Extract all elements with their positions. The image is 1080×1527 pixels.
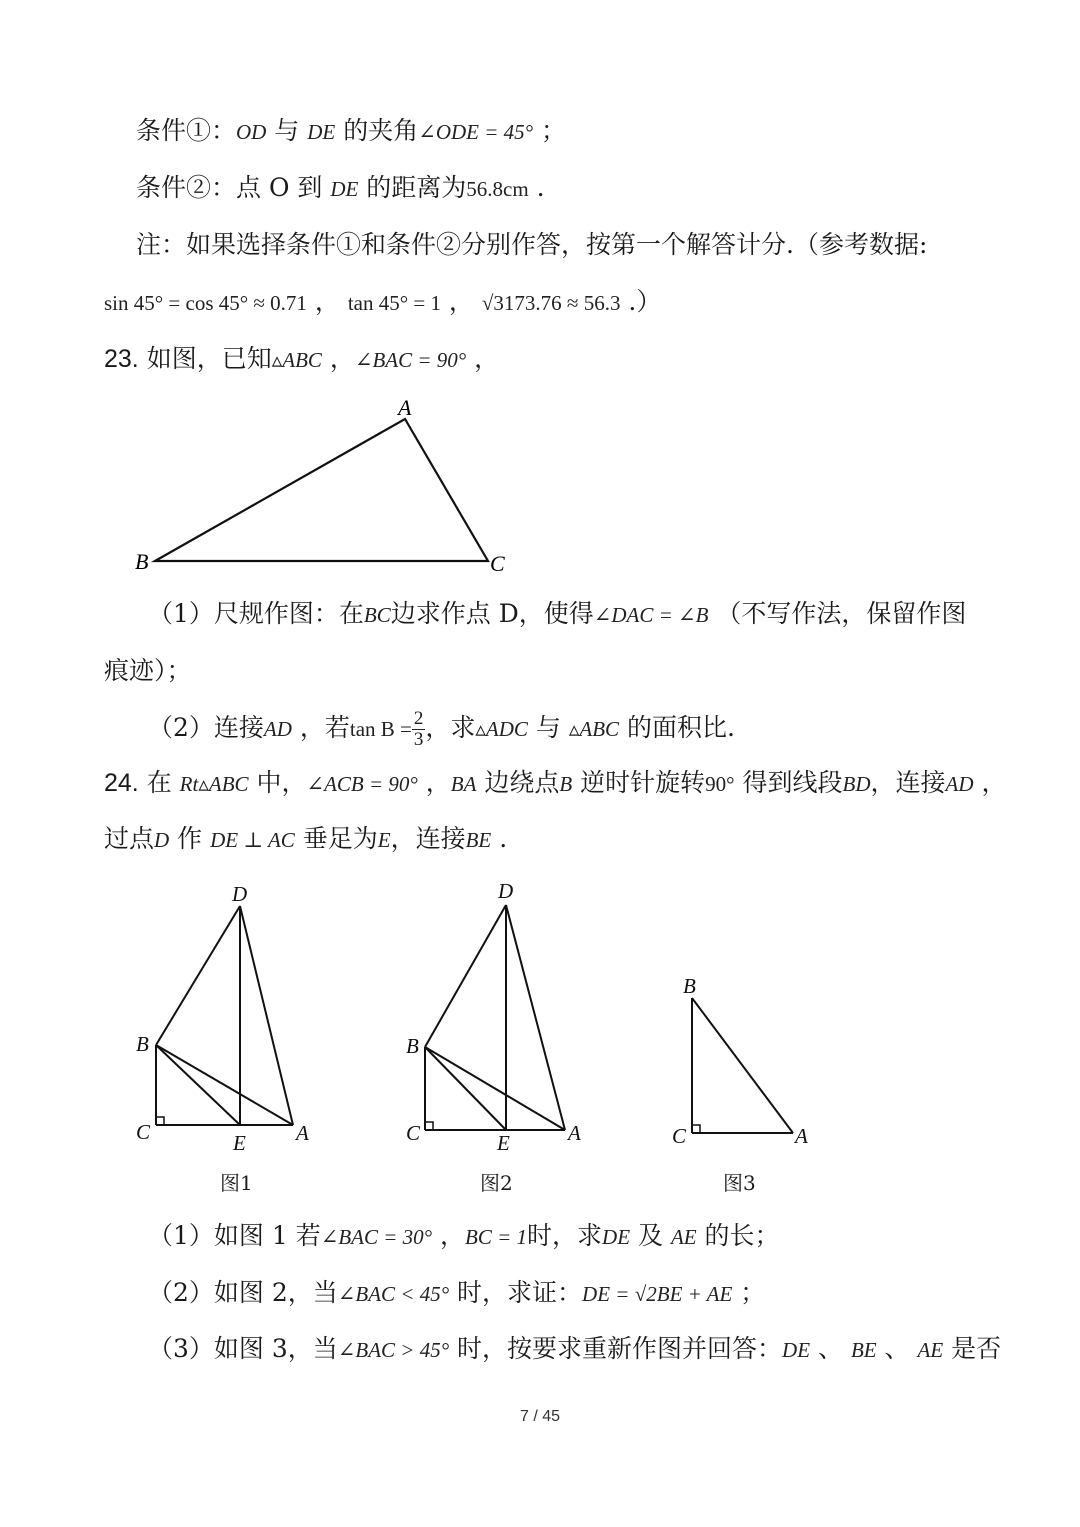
label-b: B [135,549,149,574]
condition-1: 条件①：OD 与 DE 的夹角∠ODE = 45° ； [136,116,566,145]
svg-text:A: A [795,1124,808,1148]
svg-text:A: A [296,1121,309,1145]
figure-1-labels [136,882,309,1155]
page-number: 7 / 45 [519,1408,561,1425]
question-23-part-2: （2）连接AD ，若tan B = $\frac{2}{3}$ ，求▵ADC 与 ▵ABC 的面积比. [148,708,735,750]
figure-3 [692,998,793,1133]
svg-text:B: B [406,1034,419,1058]
question-24-part-1: （1）如图 1 若∠BAC = 30° ，BC = 1时，求DE 及 AE 的长； [148,1221,780,1250]
label-c: C [490,551,505,576]
question-23-part-1: （1）尺规作图：在BC边求作点 D，使得∠DAC = ∠B （不写作法，保留作图 [148,599,967,628]
question-24-part-3: （3）如图 3，当∠BAC > 45° 时，按要求重新作图并回答：DE 、 BE 、 AE 是否 [148,1334,1002,1363]
question-23-part-1-continued: 痕迹）； [104,656,192,685]
figure-1 [156,906,293,1125]
svg-text:B: B [683,974,696,998]
svg-text:C: C [136,1120,151,1144]
reference-data: sin 45° = cos 45° ≈ 0.71 ， tan 45° = 1 ， √3173.76 ≈ 56.3 .） [104,287,662,316]
svg-text:A: A [568,1121,581,1145]
label-a: A [398,395,412,420]
svg-text:D: D [498,879,514,903]
question-24-stem-line-2: 过点D 作 DE ⊥ AC 垂足为E，连接BE . [104,824,508,853]
figure-2-labels [406,879,581,1155]
figure-3-caption: 图3 [723,1171,756,1195]
figure-2 [425,905,565,1130]
svg-text:C: C [672,1124,687,1148]
svg-text:D: D [232,882,248,906]
fraction-two-thirds: $\frac{2}{3}$ [413,708,424,750]
question-23-stem: 23. 如图，已知▵ABC ，∠BAC = 90° ， [104,344,500,373]
figure-2-caption: 图2 [480,1171,513,1195]
svg-text:E: E [497,1131,510,1155]
question-24-part-2: （2）如图 2，当∠BAC < 45° 时，求证：DE = √2BE + AE ； [148,1278,766,1307]
question-24-stem-line-1: 24. 在 Rt▵ABC 中，∠ACB = 90° ，BA 边绕点B 逆时针旋转90° 得到线段BD，连接AD ， [104,768,1007,797]
figure-1-caption: 图1 [220,1171,253,1195]
svg-text:C: C [406,1121,421,1145]
svg-text:E: E [233,1131,246,1155]
condition-2: 条件②：点 O 到 DE 的距离为56.8cm . [136,173,545,202]
note: 注：如果选择条件①和条件②分别作答，按第一个解答计分.（参考数据: [136,230,928,259]
svg-text:B: B [136,1032,149,1056]
